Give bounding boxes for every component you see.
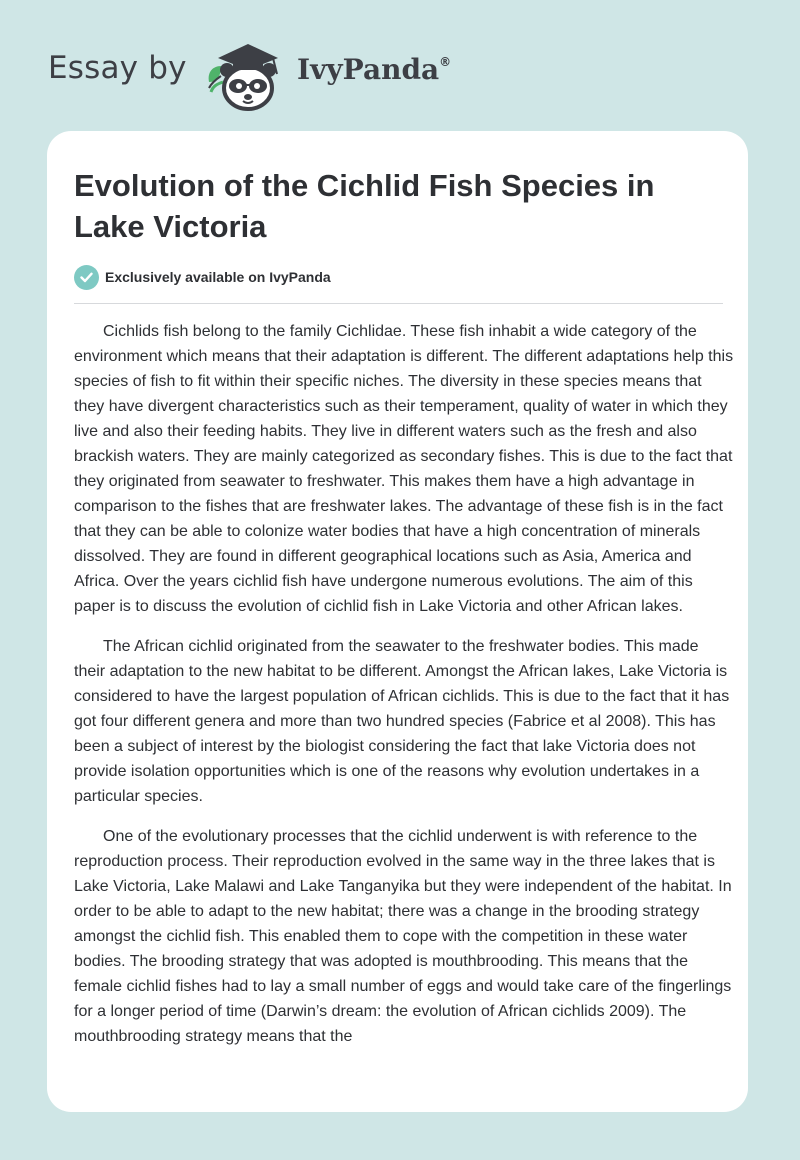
paragraph: The African cichlid originated from the seawater to the freshwater bodies. This made their adaptation to the new habitat to be different. Amongst the African lakes, Lake Victoria is considered to have the largest population of African cichlids. This is due to the fact that it has got four different genera and more than two hundred species (Fabrice et al 2008). This has been a subject of interest by the biologist considering the fact that lake Victoria does not provide isolation opportunities which is one of the reasons why evolution undertakes in a particular species. [74, 638, 730, 805]
divider [74, 303, 723, 304]
paragraph: Cichlids fish belong to the family Cichlidae. These fish inhabit a wide category of the environment which means that their adaptation is different. The different adaptations help this species of fish to fit within their specific niches. The diversity in these species means that they have divergent characteristics such as their temperament, quality of water in which they live and also their feeding habits. They live in different waters such as the fresh and also brackish waters. They are mainly categorized as secondary fishes. This is due to the fact that they originated from seawater to freshwater. This makes them have a high advantage in comparison to the fishes that are freshwater lakes. The advantage of these fish is in the fact that they can be able to colonize water bodies that have a high concentration of minerals dissolved. They are found in different geographical locations such as Asia, America and Africa. Over the years cichlid fish have undergone numerous evolutions. The aim of this paper is to discuss the evolution of cichlid fish in Lake Victoria and other African lakes. [74, 323, 734, 615]
essay-by-label: Essay by [48, 50, 187, 86]
panda-graduate-logo-icon[interactable] [203, 36, 293, 112]
brand-name[interactable]: IvyPanda® [297, 53, 452, 86]
exclusive-badge [74, 264, 331, 290]
essay-body [74, 319, 734, 1064]
page-title: Evolution of the Cichlid Fish Species in Lake Victoria [74, 168, 655, 244]
site-header [48, 36, 568, 116]
registered-mark: ® [439, 55, 452, 69]
essay-card [47, 131, 748, 1112]
paragraph: One of the evolutionary processes that the cichlid underwent is with reference to the reproduction process. Their reproduction evolved in the same way in the three lakes that is Lake Victoria, Lake Malawi and Lake Tanganyika but they were independent of the habitat. In order to be able to adapt to the new habitat; there was a change in the brooding strategy amongst the cichlid fish. This enabled them to cope with the competition in these water bodies. The brooding strategy that was adopted is mouthbrooding. This means that the female cichlid fishes had to lay a small number of eggs and would take care of the fingerlings for a longer period of time (Darwin’s dream: the evolution of African cichlids 2009). The mouthbrooding strategy means that the [74, 828, 732, 1045]
exclusive-label: Exclusively available on IvyPanda [105, 269, 331, 285]
check-circle-icon [74, 265, 99, 290]
